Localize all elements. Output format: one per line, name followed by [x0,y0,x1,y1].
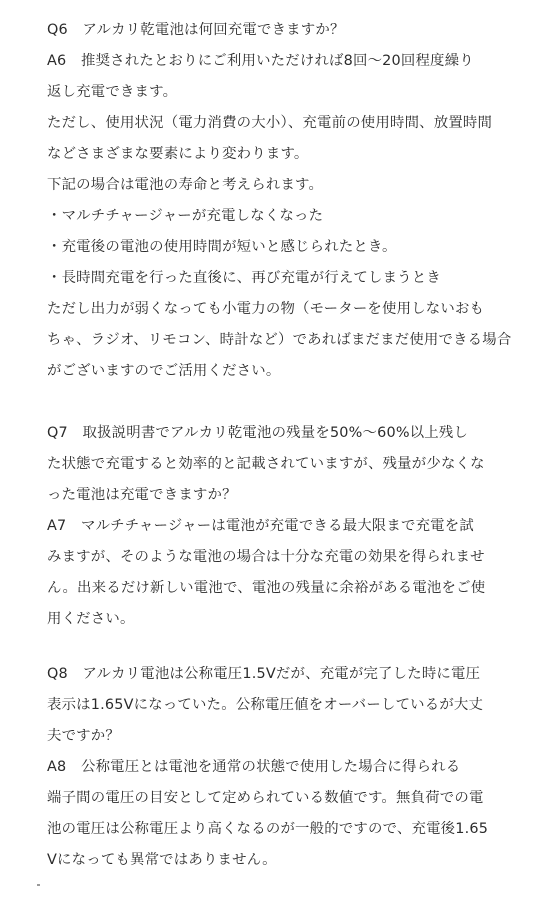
answer-q6-line-6: ・マルチチャージャーが充電しなくなった [47,208,324,224]
question-q8-line-1: Q8 アルカリ電池は公称電圧1.5Vだが、充電が完了した時に電圧 [47,666,481,682]
answer-q8-line-1: A8 公称電圧とは電池を通常の状態で使用した場合に得られる [47,759,461,775]
answer-q6-line-4: などさまざまな要素により変わります。 [47,146,309,162]
answer-q6-line-2: 返し充電できます。 [47,84,178,100]
answer-q7-line-2: みますが、そのような電池の場合は十分な充電の効果を得られませ [47,549,485,565]
answer-q6-line-1: A6 推奨されたとおりにご利用いただければ8回～20回程度繰り [47,53,474,69]
answer-q7-line-4: 用ください。 [47,611,135,627]
question-q7-line-3: った電池は充電できますか？ [47,487,237,503]
question-q6-line-1: Q6 アルカリ乾電池は何回充電できますか？ [47,22,345,38]
question-q7-line-1: Q7 取扱説明書でアルカリ乾電池の残量を50%～60%以上残し [47,425,469,441]
answer-q6-line-3: ただし、使用状況（電力消費の大小）、充電前の使用時間、放置時間 [47,115,493,131]
answer-q6-line-9: ただし出力が弱くなっても小電力の物（モーターを使用しないおも [47,301,485,317]
answer-q6-line-5: 下記の場合は電池の寿命と考えられます。 [47,177,324,193]
question-q8-line-3: 夫ですか？ [47,728,120,744]
question-q8-line-2: 表示は1.65Vになっていた。公称電圧値をオーバーしているが大丈 [47,697,484,713]
answer-q6-line-11: がございますのでご活用ください。 [47,363,281,379]
question-q7-line-2: た状態で充電すると効率的と記載されていますが、残量が少なくな [47,456,485,472]
stray-mark [37,884,40,886]
answer-q7-line-3: ん。出来るだけ新しい電池で、電池の残量に余裕がある電池をご使 [47,580,486,596]
answer-q8-line-4: Vになっても異常ではありません。 [47,852,277,868]
answer-q6-line-10: ちゃ、ラジオ、リモコン、時計など）であればまだまだ使用できる場合 [47,332,512,348]
answer-q6-line-7: ・充電後の電池の使用時間が短いと感じられたとき。 [47,239,397,255]
answer-q8-line-3: 池の電圧は公称電圧より高くなるのが一般的ですので、充電後1.65 [47,821,489,837]
answer-q6-line-8: ・長時間充電を行った直後に、再び充電が行えてしまうとき [47,270,441,286]
answer-q8-line-2: 端子間の電圧の目安として定められている数値です。無負荷での電 [47,790,484,806]
answer-q7-line-1: A7 マルチチャージャーは電池が充電できる最大限まで充電を試 [47,518,474,534]
